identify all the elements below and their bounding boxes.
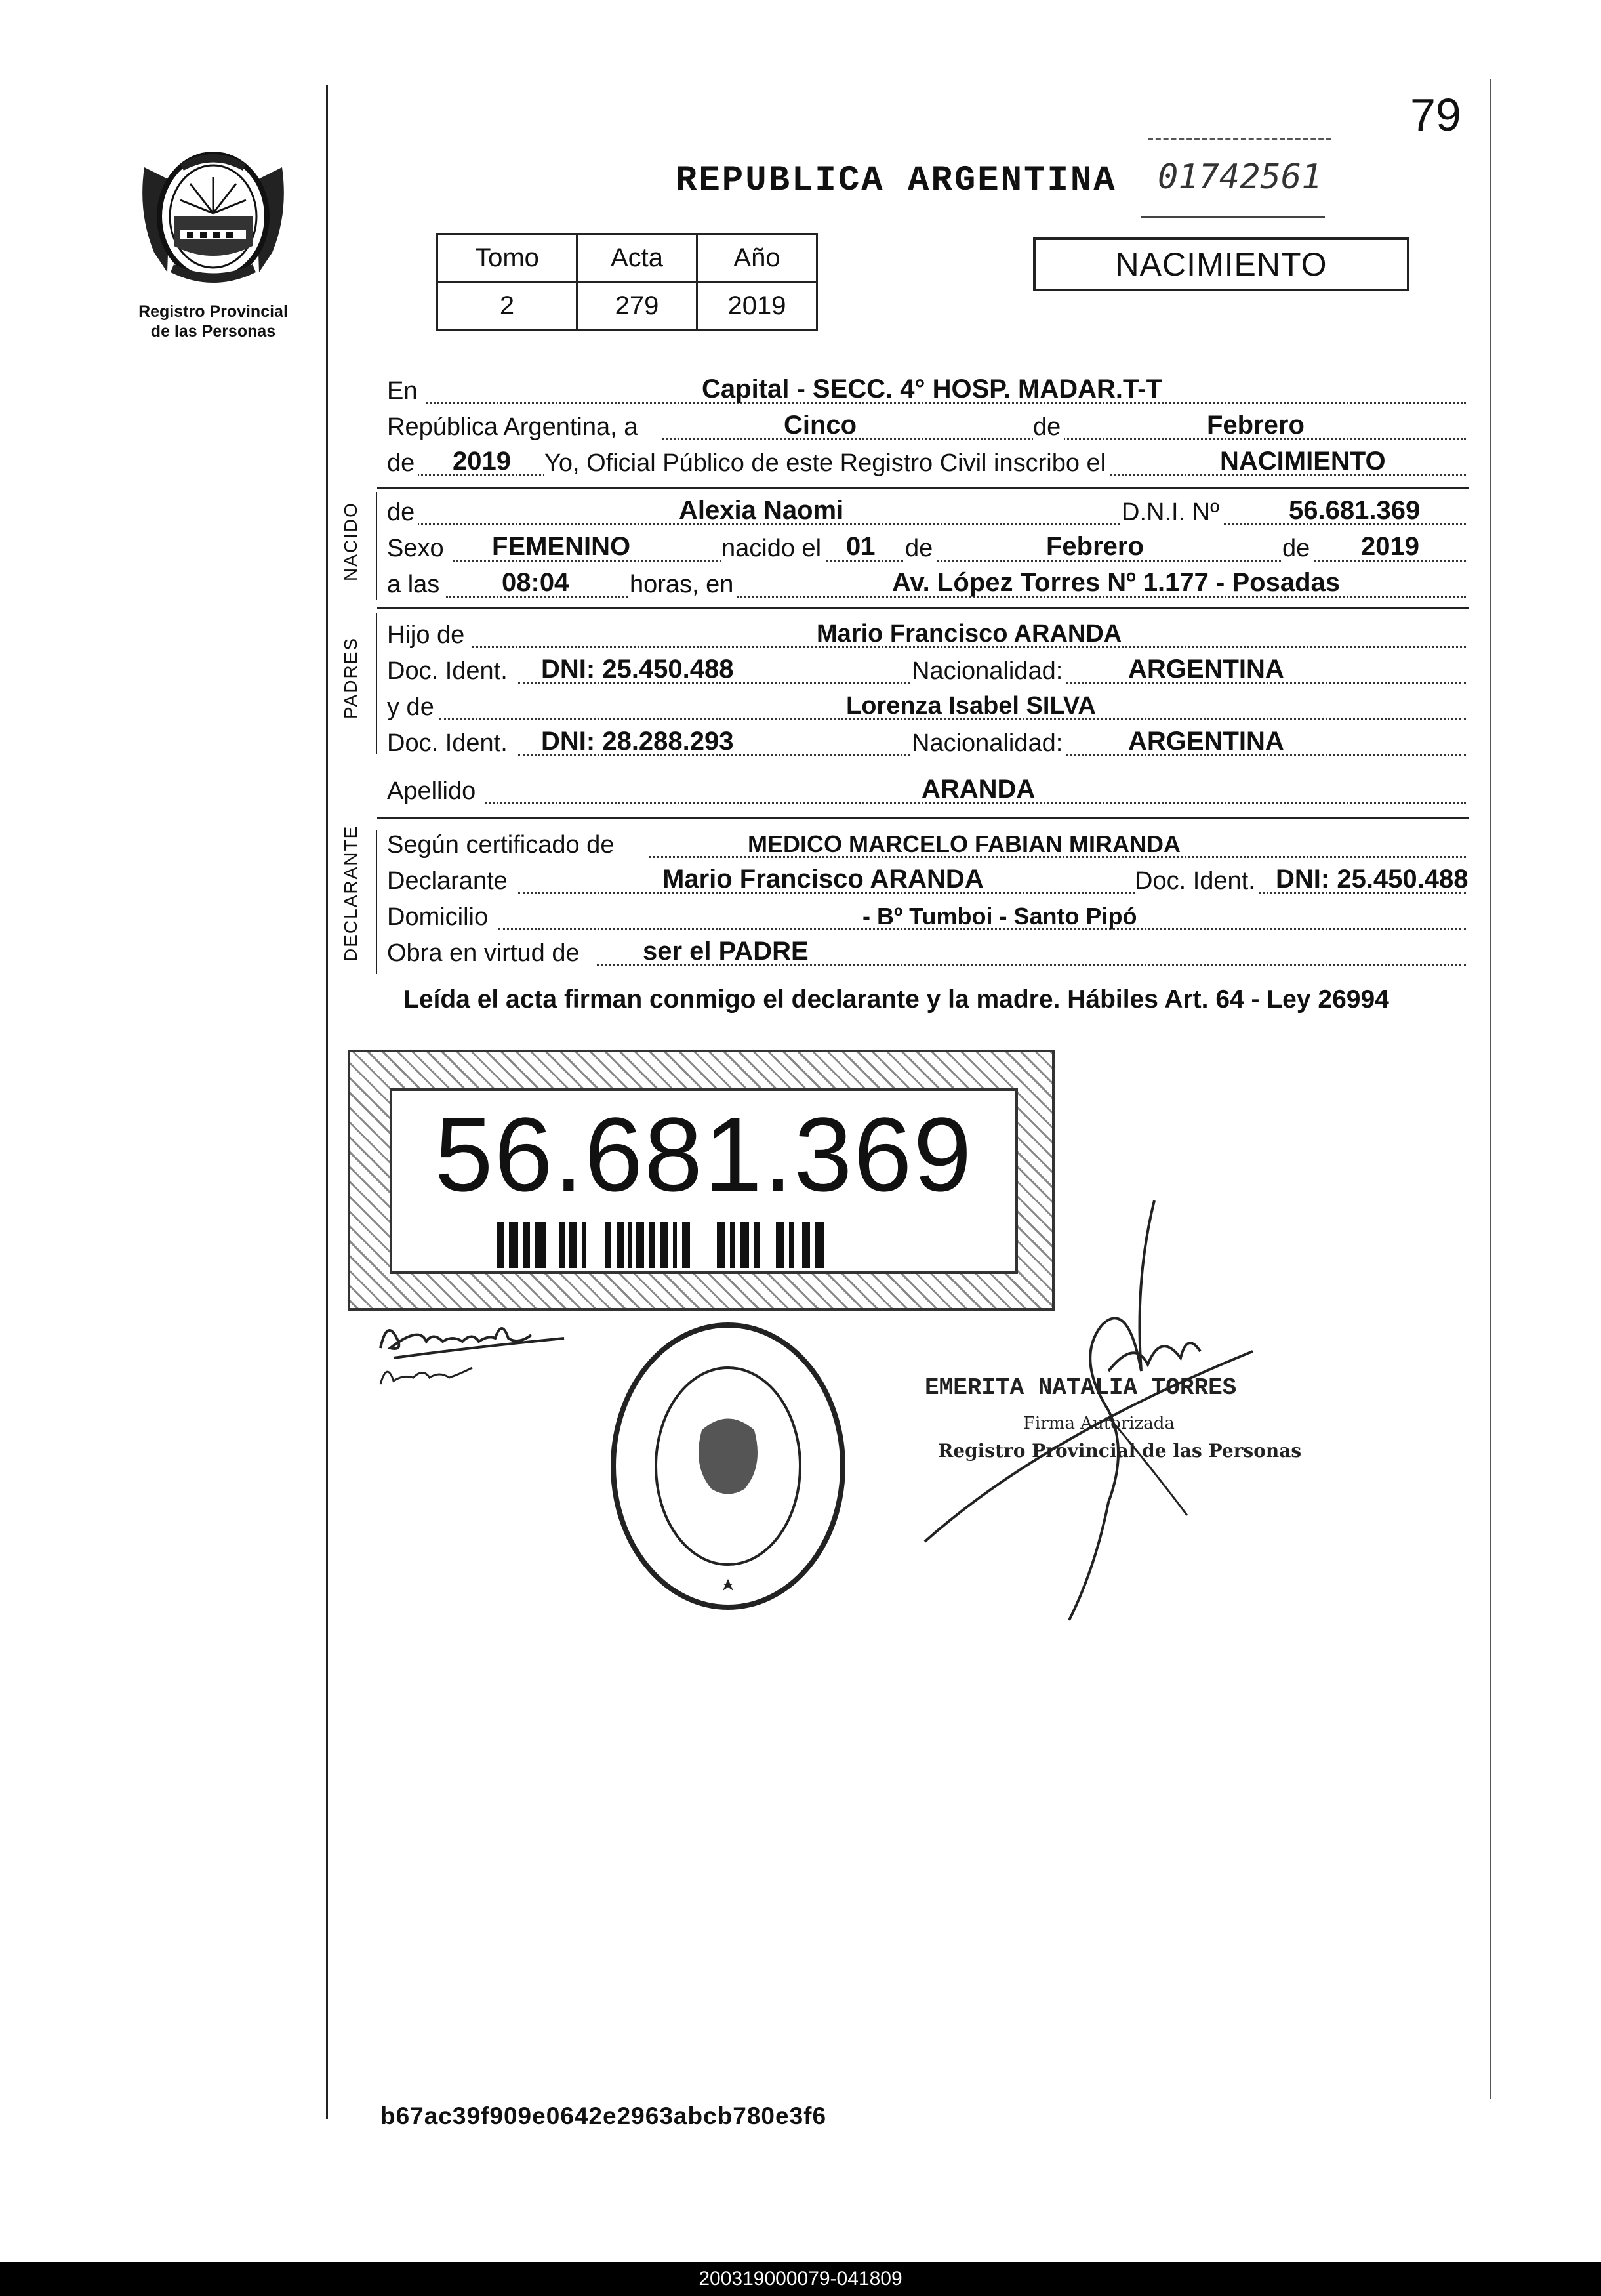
label-horas-en: horas, en [630, 571, 737, 599]
page-number: 79 [1410, 89, 1461, 140]
label-domicilio: Domicilio [387, 903, 492, 932]
label-a-las: a las [387, 571, 443, 599]
value-day: Cinco [784, 411, 857, 440]
table-value-tomo: 2 [437, 282, 577, 330]
official-title: Firma Autorizada [1023, 1414, 1175, 1433]
footer-bar [0, 2262, 1601, 2296]
declarante-bracket [376, 830, 377, 974]
label-apellido: Apellido [387, 777, 479, 806]
value-sexo: FEMENINO [492, 532, 631, 561]
serial-underline [1141, 216, 1325, 218]
separator-nacido [377, 607, 1469, 609]
section-label-nacido: NACIDO [340, 502, 361, 581]
registry-logo [125, 141, 302, 341]
label-doc-father: Doc. Ident. [387, 657, 512, 686]
serial-decoration [1148, 138, 1331, 148]
table-header-tomo: Tomo [437, 234, 577, 282]
official-office: Registro Provincial de las Personas [938, 1440, 1302, 1462]
label-nacido-el: nacido el [721, 535, 825, 563]
value-month: Febrero [1207, 411, 1305, 440]
table-header-row [437, 234, 817, 282]
value-father-nationality: ARGENTINA [1128, 655, 1284, 684]
value-birth-day: 01 [846, 532, 876, 561]
label-hijo-de: Hijo de [387, 621, 468, 649]
label-de-name: de [387, 499, 418, 527]
table-header-year: Año [697, 234, 817, 282]
padres-bracket [376, 613, 377, 754]
label-sexo: Sexo [387, 535, 448, 563]
value-year: 2019 [453, 447, 511, 476]
table-header-acta: Acta [577, 234, 697, 282]
section-label-padres: PADRES [340, 636, 361, 719]
dni-stamp-number: 56.681.369 [434, 1096, 973, 1213]
row-declarante [387, 864, 1469, 901]
label-y-de: y de [387, 693, 438, 722]
official-text: Yo, Oficial Público de este Registro Civil inscribo el [544, 449, 1110, 478]
row-republica [387, 410, 1466, 447]
row-hora [387, 567, 1466, 604]
value-obra: ser el PADRE [643, 937, 809, 966]
document-hash: b67ac39f909e0642e2963abcb780e3f6 [380, 2102, 827, 2129]
value-mother-doc: DNI: 28.288.293 [541, 727, 734, 756]
serial-number: 01742561 [1158, 157, 1322, 197]
row-y-de [387, 690, 1466, 727]
label-obra: Obra en virtud de [387, 939, 584, 968]
label-en: En [387, 377, 421, 405]
separator-apellido [377, 817, 1469, 819]
row-year-official [387, 446, 1466, 483]
value-act: NACIMIENTO [1220, 447, 1386, 476]
row-hijo-de [387, 618, 1466, 655]
left-margin-line [326, 85, 328, 2119]
declarant-signature-icon [367, 1312, 590, 1410]
label-de-year: de [387, 449, 418, 478]
misiones-coat-of-arms-icon [125, 141, 302, 298]
value-father-doc: DNI: 25.450.488 [541, 655, 734, 684]
label-de-birth-year: de [1282, 535, 1314, 563]
value-birth-month: Febrero [1046, 532, 1144, 561]
section-label-declarante: DECLARANTE [340, 825, 361, 962]
row-en [387, 374, 1466, 411]
row-domicilio [387, 900, 1466, 937]
label-nac-mother: Nacionalidad: [912, 729, 1066, 758]
official-name: EMERITA NATALIA TORRES [925, 1374, 1237, 1401]
value-birth-year: 2019 [1361, 532, 1419, 561]
legal-text: Leída el acta firman conmigo el declarante y la madre. Hábiles Art. 64 - Ley 26994 [403, 985, 1389, 1014]
value-father-name: Mario Francisco ARANDA [817, 620, 1122, 647]
label-de-month: de [1033, 413, 1064, 441]
tomo-acta-year-table [436, 233, 818, 331]
row-mother-doc [387, 726, 1466, 763]
footer-text: 200319000079-041809 [699, 2268, 902, 2289]
separator-intro [377, 487, 1469, 489]
value-doc-declarante: DNI: 25.450.488 [1276, 865, 1469, 893]
value-mother-nationality: ARGENTINA [1128, 727, 1284, 756]
row-sexo [387, 531, 1466, 568]
label-declarante: Declarante [387, 867, 512, 895]
row-certificado [387, 828, 1466, 865]
label-certificado: Según certificado de [387, 831, 618, 859]
nacido-bracket [376, 492, 377, 600]
row-obra [387, 936, 1466, 973]
value-certificado: MEDICO MARCELO FABIAN MIRANDA [748, 830, 1181, 857]
value-child-dni: 56.681.369 [1289, 496, 1421, 525]
registry-seal [603, 1315, 853, 1617]
label-nac-father: Nacionalidad: [912, 657, 1066, 686]
value-apellido: ARANDA [922, 775, 1036, 804]
value-declarante: Mario Francisco ARANDA [662, 865, 984, 893]
official-signature-icon [912, 1200, 1279, 1627]
row-father-doc [387, 654, 1466, 691]
label-de-birth-month: de [905, 535, 937, 563]
row-apellido [387, 774, 1466, 811]
value-domicilio: - Bº Tumboi - Santo Pipó [862, 903, 1137, 930]
label-dni: D.N.I. Nº [1122, 499, 1223, 527]
logo-caption-line1: Registro Provincial [138, 302, 288, 321]
registry-seal-icon [603, 1315, 853, 1617]
right-margin-line [1490, 79, 1491, 2099]
logo-caption-line2: de las Personas [150, 322, 276, 340]
table-value-row [437, 282, 817, 330]
value-mother-name: Lorenza Isabel SILVA [846, 692, 1096, 720]
label-doc-declarante: Doc. Ident. [1135, 867, 1259, 895]
row-nacido-name [387, 495, 1466, 532]
table-value-year: 2019 [697, 282, 817, 330]
value-birth-place: Av. López Torres Nº 1.177 - Posadas [892, 568, 1340, 597]
value-birth-time: 08:04 [502, 568, 569, 597]
document-type-box: NACIMIENTO [1033, 237, 1409, 291]
table-value-acta: 279 [577, 282, 697, 330]
barcode-icon [497, 1222, 910, 1268]
value-place-registry: Capital - SECC. 4° HOSP. MADAR.T-T [702, 375, 1163, 403]
value-child-name: Alexia Naomi [679, 496, 844, 525]
country-title: REPUBLICA ARGENTINA [676, 161, 1117, 201]
label-republica: República Argentina, a [387, 413, 641, 441]
label-doc-mother: Doc. Ident. [387, 729, 512, 758]
